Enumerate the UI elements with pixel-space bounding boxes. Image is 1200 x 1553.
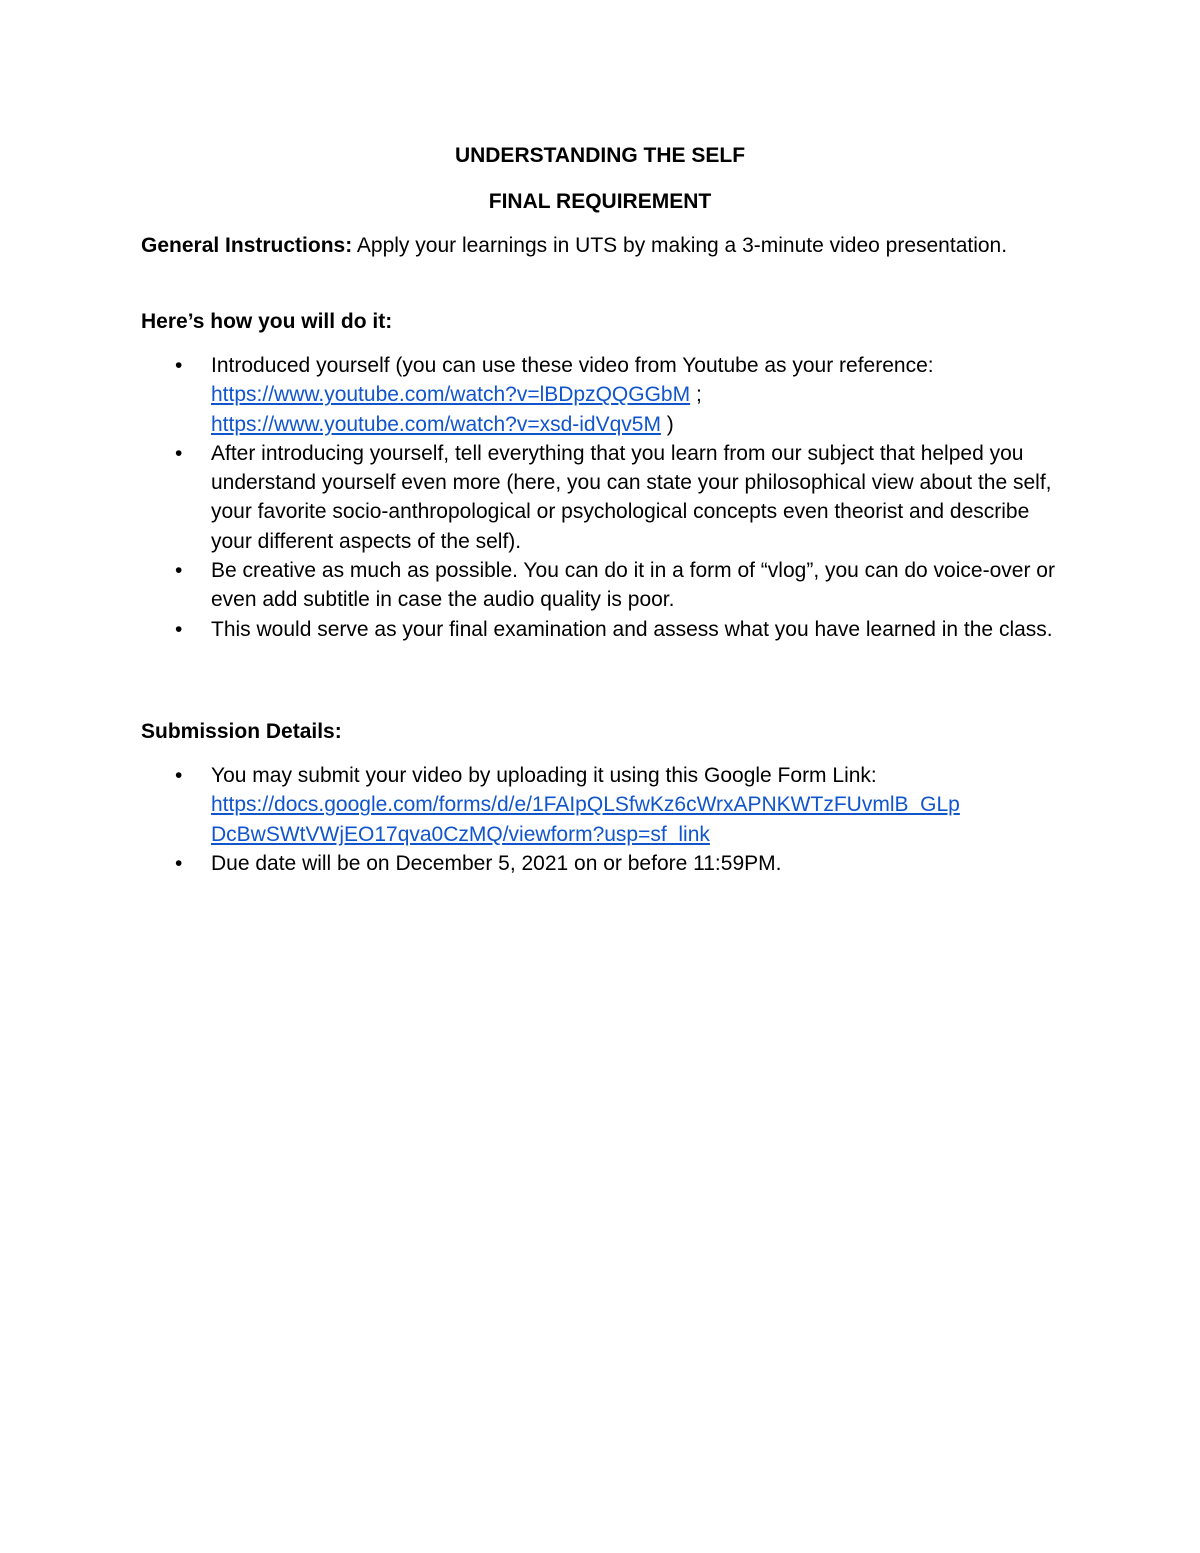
intro-text: Introduced yourself (you can use these video from Youtube as your reference:	[211, 354, 934, 377]
list-item	[141, 556, 1071, 615]
creative-text: Be creative as much as possible. You can do it in a form of “vlog”, you can do voice-over or even add subtitle in case the audio quality is poor.	[211, 559, 1055, 612]
list-item	[141, 439, 1071, 556]
google-form-link-line1: https://docs.google.com/forms/d/e/1FAIpQLSfwKz6cWrxAPNKWTzFUvmlB_GLp	[211, 793, 960, 817]
bullet-icon: •	[175, 617, 183, 641]
general-instructions-text: Apply your learnings in UTS by making a 3-minute video presentation.	[352, 234, 1008, 257]
how-list	[141, 351, 1071, 644]
google-form-link-line2: DcBwSWtVWjEO17qva0CzMQ/viewform?usp=sf_link	[211, 822, 710, 846]
general-instructions-label: General Instructions:	[141, 234, 353, 257]
list-item	[141, 351, 1071, 439]
list-item	[141, 615, 1071, 644]
bullet-icon: •	[175, 764, 183, 787]
list-item	[141, 849, 1071, 878]
submission-list	[141, 761, 1071, 878]
youtube-link-2[interactable]: https://www.youtube.com/watch?v=xsd-idVqv5M	[211, 412, 661, 436]
document-subtitle: FINAL REQUIREMENT	[488, 190, 712, 213]
link-separator: ;	[690, 383, 702, 407]
general-instructions	[141, 231, 1061, 260]
link-close: )	[660, 412, 674, 436]
bullet-icon: •	[175, 354, 183, 377]
submit-text: You may submit your video by uploading it using this Google Form Link:	[211, 764, 877, 787]
final-exam-text: This would serve as your final examination and assess what you have learned in the class.	[211, 617, 1053, 641]
due-date-text: Due date will be on December 5, 2021 on or before 11:59PM.	[211, 851, 782, 875]
document-title: UNDERSTANDING THE SELF	[454, 144, 746, 167]
learnings-text: After introducing yourself, tell everything that you learn from our subject that helped you understand yourself even more (here, you can state your philosophical view about the self, your favorite socio-anthropological or psychological concepts even theorist and describe your different aspects of the self).	[211, 441, 1052, 553]
google-form-link[interactable]	[211, 790, 1071, 849]
bullet-icon: •	[175, 559, 183, 583]
submission-heading: Submission Details:	[141, 720, 342, 743]
bullet-icon: •	[175, 851, 183, 875]
bullet-icon: •	[175, 441, 183, 465]
how-heading: Here’s how you will do it:	[141, 310, 393, 333]
list-item	[141, 761, 1071, 849]
youtube-link-1[interactable]: https://www.youtube.com/watch?v=lBDpzQQGGbM	[211, 383, 691, 407]
